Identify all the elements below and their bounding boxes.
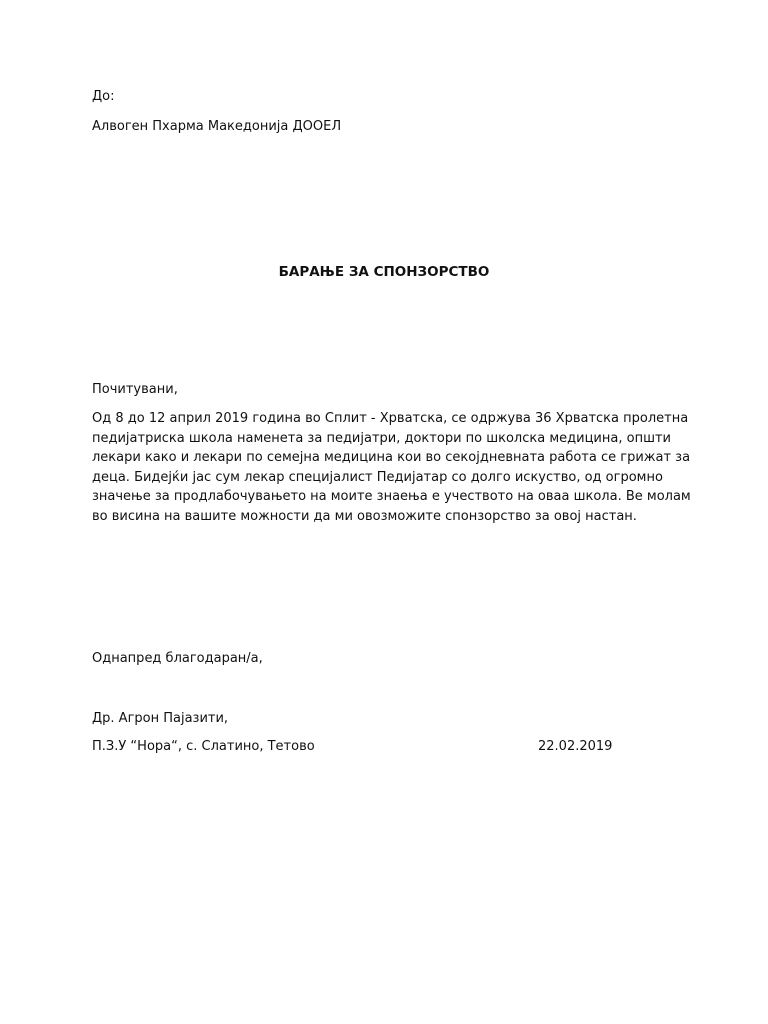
body-line: во висина на вашите можности да ми овозможите спонзорство за овој настан. bbox=[92, 508, 637, 524]
letter-date: 22.02.2019 bbox=[538, 739, 613, 754]
body-line: значење за продлабочувањето на моите знаења е учеството на оваа школа. Ве молам bbox=[92, 489, 691, 505]
sender-organization: П.З.У “Нора“, с. Слатино, Тетово bbox=[92, 739, 315, 754]
body-line: лекари како и лекари по семејна медицина кои во секојдневната работа се грижат за bbox=[92, 450, 691, 466]
letter-body bbox=[92, 409, 692, 527]
letter-title: БАРАЊЕ ЗА СПОНЗОРСТВО bbox=[278, 264, 490, 280]
body-line: деца. Бидејќи јас сум лекар специјалист Педијатар со долго искуство, од огромно bbox=[92, 469, 663, 485]
body-line: педијатриска школа наменета за педијатри, доктори по школска медицина, општи bbox=[92, 430, 671, 446]
sender-name: Др. Агрон Пајазити, bbox=[92, 711, 229, 726]
salutation: Почитувани, bbox=[92, 382, 178, 397]
body-line: Од 8 до 12 април 2019 година во Сплит - Хрватска, се одржува 36 Хрватска пролетна bbox=[92, 411, 689, 426]
to-label: До: bbox=[92, 89, 115, 104]
closing: Однапред благодаран/а, bbox=[92, 651, 263, 666]
recipient-name: Алвоген Пхарма Македонија ДООЕЛ bbox=[92, 119, 342, 134]
